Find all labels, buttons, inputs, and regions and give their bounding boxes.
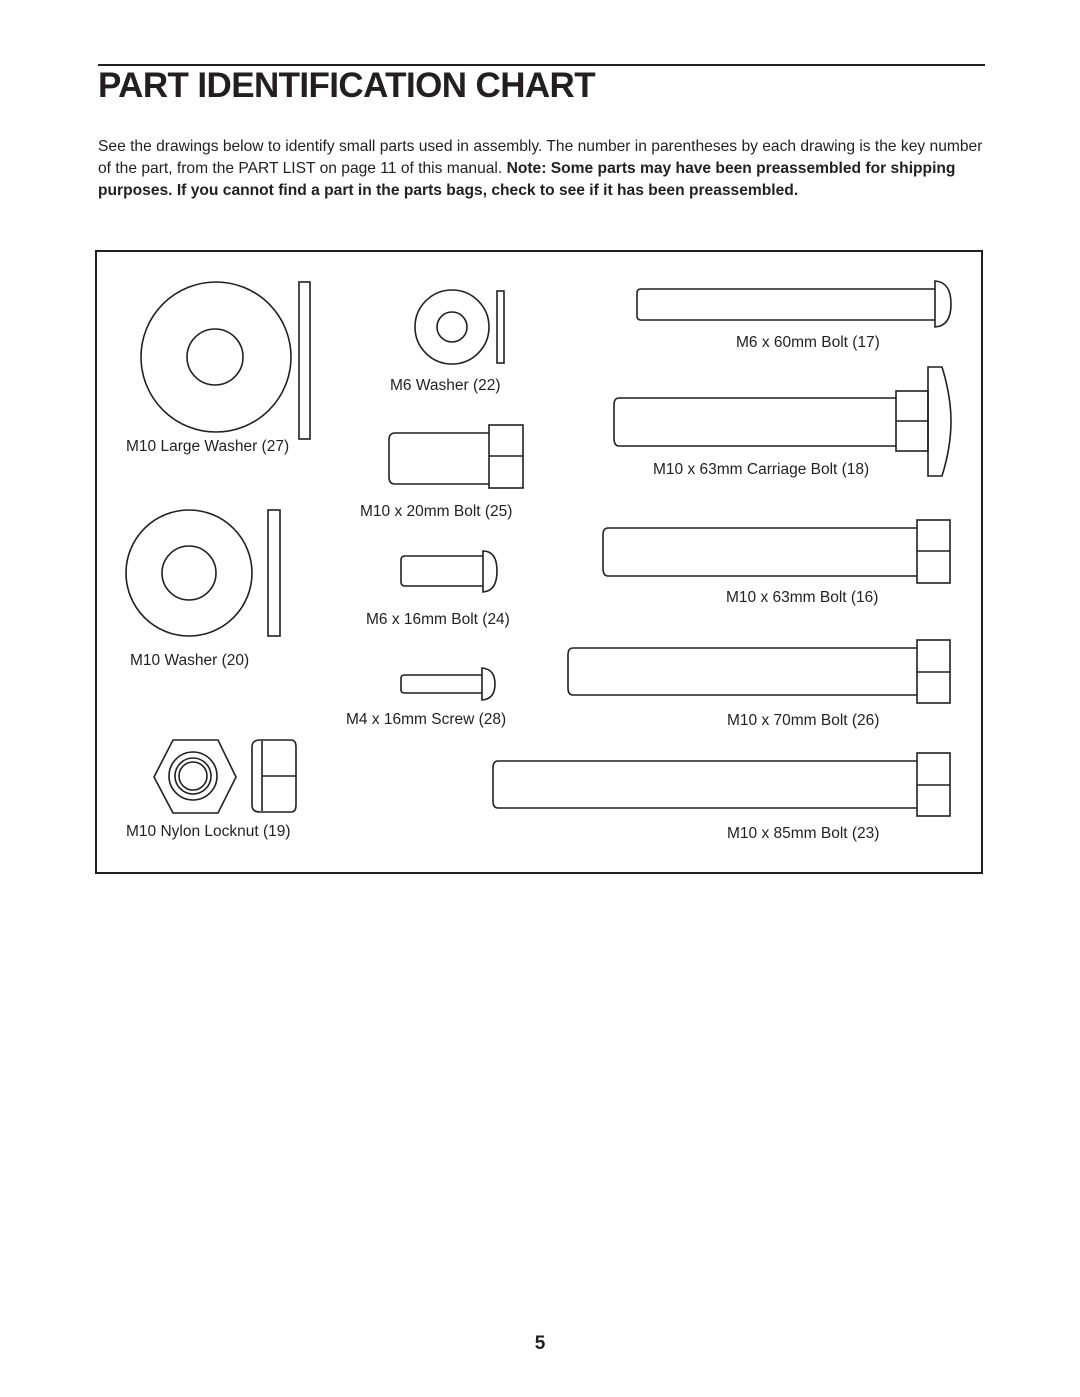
label-m10-85mm-bolt: M10 x 85mm Bolt (23) [727,825,880,842]
label-m10-70mm-bolt: M10 x 70mm Bolt (26) [727,712,880,729]
page-title: PART IDENTIFICATION CHART [98,66,595,105]
m10-85mm-bolt-drawing [493,753,950,816]
label-m6-60mm-bolt: M6 x 60mm Bolt (17) [736,334,880,351]
label-m10-washer: M10 Washer (20) [130,652,250,669]
m6-16mm-bolt-drawing [401,551,497,592]
page-number: 5 [534,1333,546,1354]
intro-text: See the drawings below to identify small parts used in assembly. The number in parentheses by each drawing is the key number of the part, from the PART LIST on page 11 of this manual. [98,138,983,177]
label-m10-20mm-bolt: M10 x 20mm Bolt (25) [360,503,513,520]
label-m10-nylon-locknut: M10 Nylon Locknut (19) [126,823,291,840]
intro-note: Note: Some parts may have been preassembled for shipping purposes. If you cannot find a part in the parts bags, check to see if it has been preassembled. [98,160,956,199]
m10-70mm-bolt-drawing [568,640,950,703]
label-m10-large-washer: M10 Large Washer (27) [126,438,290,455]
m6-60mm-bolt-drawing [637,281,951,327]
m10-63mm-bolt-drawing [603,520,950,583]
m10-63mm-carriage-bolt-drawing [614,367,951,476]
m6-washer-drawing [415,290,504,364]
label-m6-16mm-bolt: M6 x 16mm Bolt (24) [366,611,510,628]
m10-washer-drawing [126,510,280,636]
label-m6-washer: M6 Washer (22) [390,377,501,394]
label-m10-63mm-bolt: M10 x 63mm Bolt (16) [726,589,879,606]
m10-20mm-bolt-drawing [389,425,523,488]
m10-large-washer-drawing [141,282,310,439]
label-m4-16mm-screw: M4 x 16mm Screw (28) [346,711,507,728]
m10-nylon-locknut-drawing [154,740,296,813]
label-m10-63mm-carriage-bolt: M10 x 63mm Carriage Bolt (18) [653,461,870,478]
m4-16mm-screw-drawing [401,668,495,700]
